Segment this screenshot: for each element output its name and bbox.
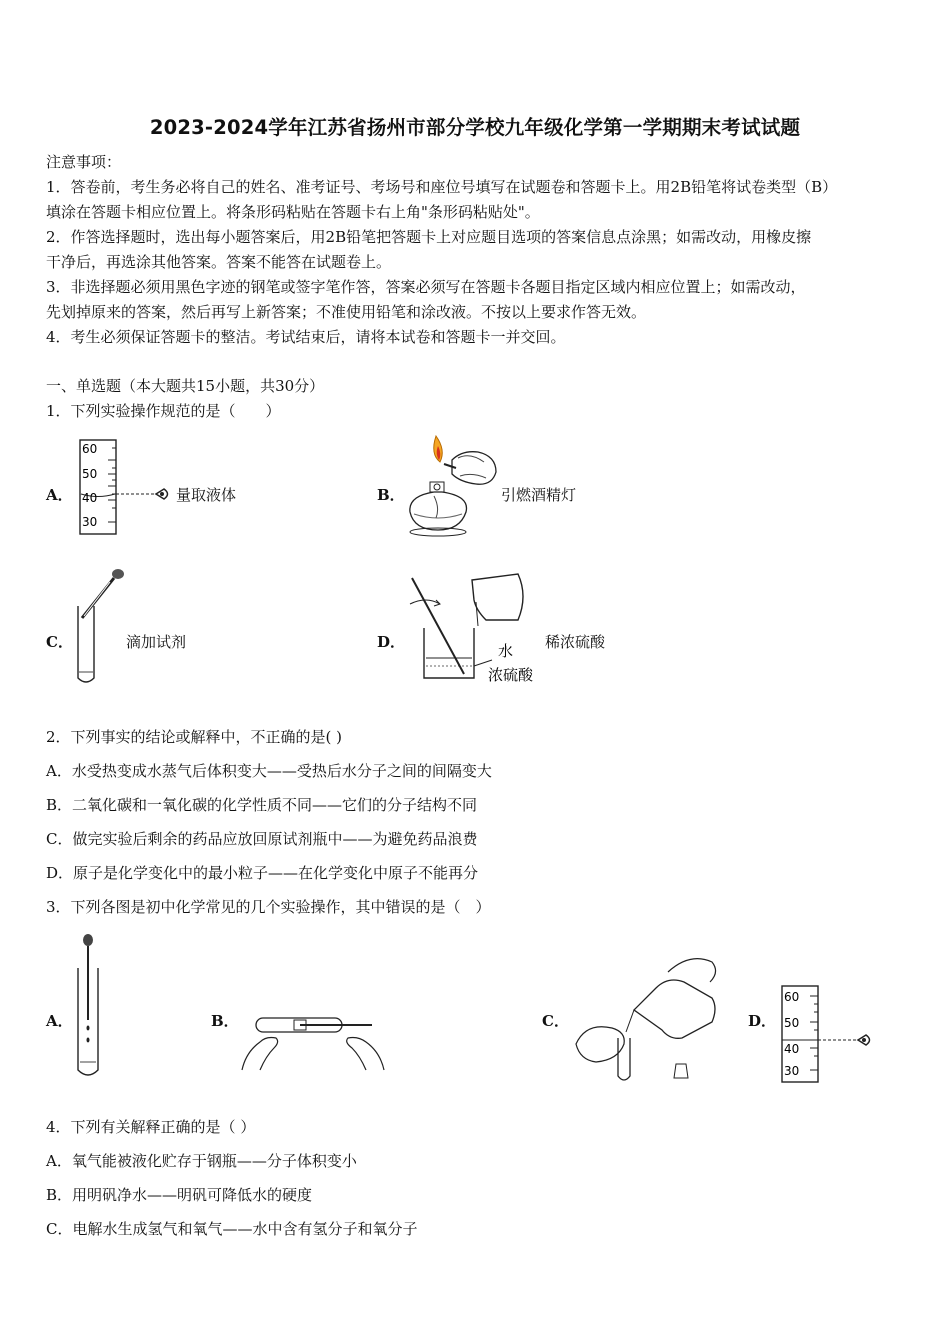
q3-option-a-label: A． [46,1012,73,1030]
q1-b-lamp-figure [400,432,510,538]
tick-label: 50 [784,1016,800,1030]
notice-line: 干净后，再选涂其他答案。答案不能答在试题卷上。 [46,253,392,271]
glass-rod [412,578,464,674]
q2-option-b: B．二氧化碳和一氧化碳的化学性质不同——它们的分子结构不同 [46,796,478,814]
q1-c-dropper-figure [70,566,130,690]
q1-option-c-caption: 滴加试剂 [126,633,187,651]
acid-label: 浓硫酸 [488,666,534,684]
dropper-bulb [112,569,124,579]
section-heading: 一、单选题（本大题共15小题，共30分） [46,377,325,395]
page-title: 2023-2024学年江苏省扬州市部分学校九年级化学第一学期期末考试试题 [149,116,801,139]
tick-label: 60 [784,990,800,1004]
notice-heading: 注意事项： [46,153,122,171]
q1-option-c-label: C． [46,633,73,651]
q3-c-pouring-figure [572,952,722,1084]
test-tube [78,606,94,682]
tick-label: 40 [82,491,98,505]
q4-option-b: B．用明矾净水——明矾可降低水的硬度 [46,1186,313,1204]
left-hand [576,1027,624,1062]
q1-option-b-caption: 引燃酒精灯 [501,486,577,504]
q2-option-a: A．水受热变成水蒸气后体积变大——受热后水分子之间的间隔变大 [46,762,492,780]
tick-label: 50 [82,467,98,481]
tick-label: 60 [82,442,98,456]
q3-option-b-label: B． [211,1012,239,1030]
left-hand [242,1038,278,1071]
q1-option-a-caption: 量取液体 [176,486,237,504]
q2-option-d: D．原子是化学变化中的最小粒子——在化学变化中原子不能再分 [46,864,479,882]
question-3-stem: 3．下列各图是初中化学常见的几个实验操作，其中错误的是（ ） [46,898,491,916]
notice-line: 1．答卷前，考生务必将自己的姓名、准考证号、考场号和座位号填写在试题卷和答题卡上。用2B铅笔将试卷类型（B） [46,178,838,196]
tick-label: 30 [82,515,98,529]
notice-line: 2．作答选择题时，选出每小题答案后，用2B铅笔把答题卡上对应题目选项的答案信息点涂黑；如需改动，用橡皮擦 [46,228,812,246]
q3-d-cylinder-figure [778,984,878,1084]
q1-option-d-caption: 稀浓硫酸 [545,633,606,651]
notice-line: 3．非选择题必须用黑色字迹的钢笔或签字笔作答，答案必须写在答题卡各题目指定区域内相应位置上；如需改动， [46,278,806,296]
q3-option-d-label: D． [748,1012,777,1030]
q4-option-c: C．电解水生成氢气和氧气——水中含有氢分子和氧分子 [46,1220,418,1238]
q3-option-c-label: C． [542,1012,569,1030]
eye-icon [156,489,168,499]
q1-option-b-label: B． [377,486,405,504]
notice-line: 先划掉原来的答案，然后再写上新答案；不准使用铅笔和涂改液。不按以上要求作答无效。 [46,303,647,321]
q1-option-d-label: D． [377,633,406,651]
q3-b-hands-tube-figure [236,1008,390,1072]
right-hand [668,959,716,982]
pouring-beaker [472,574,523,620]
question-2-stem: 2．下列事实的结论或解释中，不正确的是( ) [46,728,343,746]
bottle-stopper [674,1064,688,1078]
tick-label: 30 [784,1064,800,1078]
beaker [424,628,474,678]
eye-icon [858,1035,870,1045]
q4-option-a: A．氧气能被液化贮存于钢瓶——分子体积变小 [46,1152,357,1170]
q1-option-a-label: A． [46,486,73,504]
q3-a-dropper-figure [72,930,108,1082]
notice-line: 4．考生必须保证答题卡的整洁。考试结束后，请将本试卷和答题卡一并交回。 [46,328,566,346]
q1-d-dilution-figure [400,570,545,688]
q1-a-cylinder-figure [74,438,174,536]
question-1-stem: 1．下列实验操作规范的是（ ） [46,402,281,420]
question-4-stem: 4．下列有关解释正确的是（ ） [46,1118,256,1136]
tick-label: 40 [784,1042,800,1056]
q2-option-c: C．做完实验后剩余的药品应放回原试剂瓶中——为避免药品浪费 [46,830,478,848]
dropper-bulb [83,934,93,946]
notice-line: 填涂在答题卡相应位置上。将条形码粘贴在答题卡右上角"条形码粘贴处"。 [46,203,540,221]
water-label: 水 [498,642,514,660]
right-hand [347,1038,384,1071]
reagent-bottle [634,980,715,1038]
